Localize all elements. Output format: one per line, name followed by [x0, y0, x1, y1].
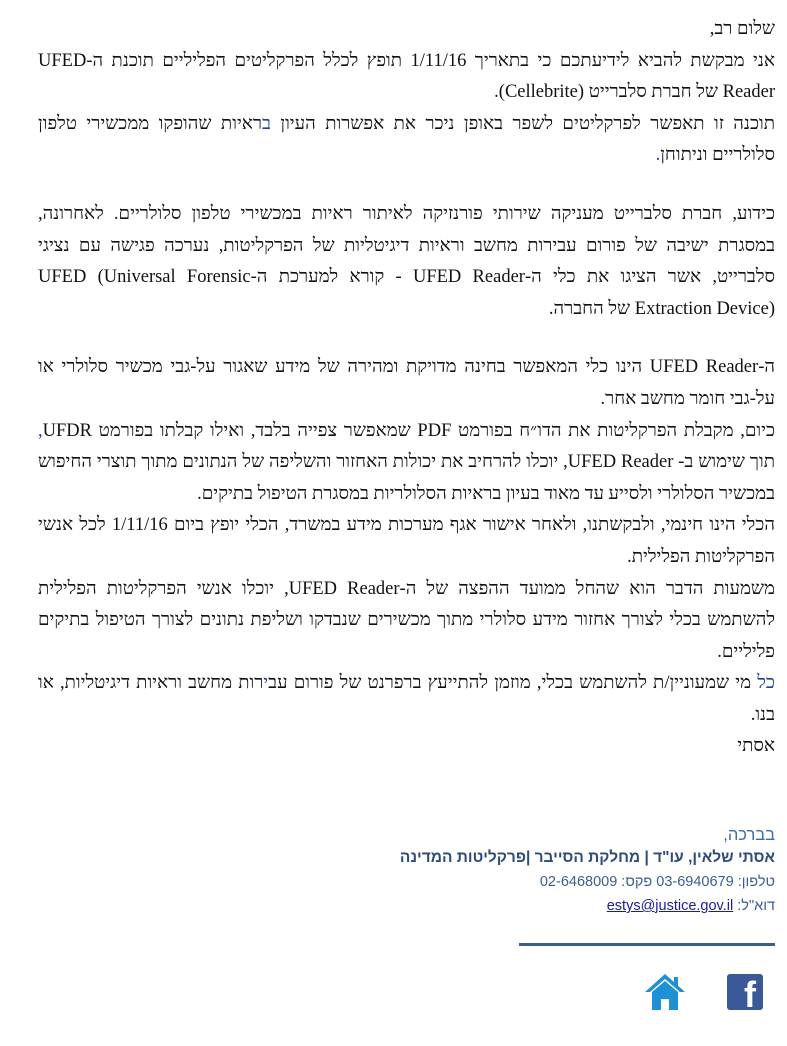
facebook-glyph: f: [744, 974, 756, 1015]
letter-paragraph-2: [38, 109, 775, 172]
signature-greeting: בברכה,: [723, 826, 775, 844]
signature-divider: [519, 943, 775, 946]
home-icon[interactable]: [643, 972, 687, 1012]
p2-text-c: ראיות שהופקו ממכשירי טלפון סלולריים וניתוחן: [38, 113, 775, 166]
p2-text-a: תוכנה זו תאפשר לפרקליטים לשפר באופן ניכר את אפשרות העיון: [270, 113, 776, 134]
spacer: [38, 325, 775, 352]
signature-email-link[interactable]: estys@justice.gov.il: [606, 898, 734, 914]
email-signature: [40, 824, 775, 918]
letter-paragraph-6: הכלי הינו חינמי, ולבקשתנו, ולאחר אישור אגף מערכות מידע במשרד, הכלי יופץ ביום 1/11/16 לכל אנשי הפרקליטות הפלילית.: [38, 515, 775, 567]
social-icons: [627, 972, 763, 1014]
letter-paragraph-5: [38, 416, 775, 511]
signature-phone: טלפון: 03-6940679 פקס: 02-6468009: [539, 874, 775, 890]
p2-text-b: ב: [262, 113, 271, 134]
letter-greeting: שלום רב,: [709, 19, 775, 39]
letter-paragraph-8: [38, 668, 775, 731]
p8-text-a: כל: [757, 673, 775, 694]
p5-text-a: כיום, מקבלת הפרקליטות את הדו״ח בפורמט PDF שמאפשר צפייה בלבד, ואילו קבלתו בפורמט UFDR: [42, 420, 775, 441]
signature-email-label: דוא"ל:: [733, 898, 775, 914]
p8-text-c: י: [263, 673, 269, 694]
spacer: [38, 172, 775, 199]
p8-text-d: רות מחשב וראיות דיגיטליות, או בנו.: [38, 673, 775, 725]
facebook-icon[interactable]: [727, 974, 763, 1015]
signature-name: אסתי שלאין, עו"ד | מחלקת הסייבר |פרקליטות המדינה: [399, 849, 775, 866]
letter-paragraph-1: אני מבקשת להביא לידיעתכם כי בתאריך 1/11/16 תופץ לכלל הפרקליטים הפליליים תוכנת ה-UFED Reader של חברת סלברייט (Cellebrite).: [38, 50, 775, 103]
letter-closing: אסתי: [737, 736, 775, 757]
letter-paragraph-3: כידוע, חברת סלברייט מעניקה שירותי פורנזיקה לאיתור ראיות במכשירי טלפון סלולריים. לאחרונה, במסגרת ישיבה של פורום עבירות מחשב וראיות דיגיטליות של הפרקליטות, נערכה פגישה עם נציגי סלברייט, אשר הציגו את כלי ה-UFED Reader - קורא למערכת ה-UFED (Universal Forensic Extraction Device) של החברה.: [38, 203, 775, 319]
letter-paragraph-7: משמעות הדבר הוא שהחל ממועד ההפצה של ה-UFED Reader, יוכלו אנשי הפרקליטות הפלילית להשתמש בכלי לצורך אחזור מידע סלולרי מתוך מכשירים שנבדקו ושליפת נתונים לצורך הטיפול בתיקים פליליים.: [38, 578, 775, 662]
p5-text-b: ,: [38, 420, 43, 441]
p8-text-b: מי שמעוניין/ת להשתמש בכלי, מוזמן להתייעץ ברפרנט של פורום עב: [268, 673, 758, 694]
letter-body: [38, 14, 775, 763]
p5-text-c: תוך שימוש ב- UFED Reader, יוכלו להרחיב את יכולות האחזור והשליפה של הנתונים מתוך תוצרי החיפוש במכשיר הסלולרי ולסייע עד מאוד בעיון בראיות הסלולריות במסגרת הטיפול בתיקים.: [38, 452, 775, 504]
letter-paragraph-4: ה-UFED Reader הינו כלי המאפשר בחינה מדויקת ומהירה של מידע שאגור על-גבי מכשיר סלולרי או על-גבי חומר מחשב אחר.: [38, 357, 775, 409]
p2-text-d: .: [655, 145, 661, 166]
signature-email-row: [40, 894, 775, 918]
